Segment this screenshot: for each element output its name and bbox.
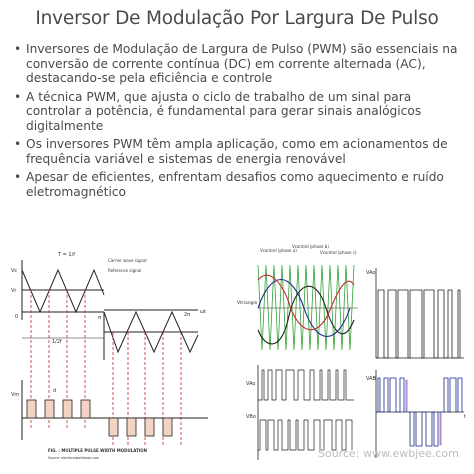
vcontrol-b-label: Vcontrol (phase b) <box>292 244 329 249</box>
figure-source: Source: electricalworkbook.com <box>48 456 99 460</box>
bullet-item <box>14 170 466 199</box>
bullet-marker: • <box>14 89 22 104</box>
spwm-diagram <box>236 240 468 470</box>
reference-label: Reference signal <box>108 268 142 273</box>
bullet-list <box>14 42 466 203</box>
bullet-text: Inversores de Modulação de Largura de Pulso (PWM) são essenciais na conversão de corrente contínua (DC) em corrente alternada (AC), destacando-se pela eficiência e controle <box>26 42 458 85</box>
period-label: T = 1/f <box>58 252 76 258</box>
delta-label: d <box>53 388 57 394</box>
wt-label: ωt <box>200 309 207 315</box>
bullet-text: Apesar de eficientes, enfrentam desafios como aquecimento e ruído eletromagnético <box>26 170 444 199</box>
bullet-marker: • <box>14 137 22 151</box>
bullet-item <box>14 90 466 134</box>
figure-caption: FIG. : MULTIPLE PULSE WIDTH MODULATION <box>48 448 148 453</box>
zero-label: 0 <box>15 314 19 320</box>
vbo-label: VBo <box>246 414 256 420</box>
vcontrol-c-label: Vcontrol (phase c) <box>320 250 357 255</box>
carrier-label: Carrier wave signal <box>108 258 147 263</box>
vab-label: VAB <box>366 376 376 382</box>
vc-label: Vc <box>11 268 18 274</box>
twopi-label: 2π <box>184 312 191 318</box>
vm-label: Vm <box>11 392 20 398</box>
page-title: Inversor De Modulação Por Largura De Pulso <box>35 8 439 29</box>
bullet-text: Os inversores PWM têm ampla aplicação, como em acionamentos de frequência variável e sistemas de energia renovável <box>26 137 448 166</box>
half-period-label: 1/2f <box>52 339 62 345</box>
t-label: t <box>464 414 466 420</box>
vcontrol-a-label: Vcontrol (phase a) <box>260 248 297 253</box>
pwm-waveform-figure <box>8 240 230 470</box>
pwm-waveform-diagram <box>8 240 230 470</box>
spwm-figure <box>236 240 468 470</box>
bullet-item <box>14 137 466 166</box>
vr-label: Vr <box>11 288 17 294</box>
bullet-text: A técnica PWM, que ajusta o ciclo de trabalho de um sinal para controlar a potência, é fundamental para gerar sinais analógicos digitalmente <box>26 89 422 133</box>
bullet-marker: • <box>14 42 22 56</box>
vtriangle-label: Vtriangle <box>237 301 258 306</box>
source-watermark: Source: www.ewbjee.com <box>318 447 459 460</box>
bullet-item <box>14 42 466 86</box>
vao-label: VAo <box>246 381 256 387</box>
vao-label-top: VAo <box>366 270 376 276</box>
bullet-marker: • <box>14 170 22 184</box>
pi-label: π <box>98 315 102 321</box>
